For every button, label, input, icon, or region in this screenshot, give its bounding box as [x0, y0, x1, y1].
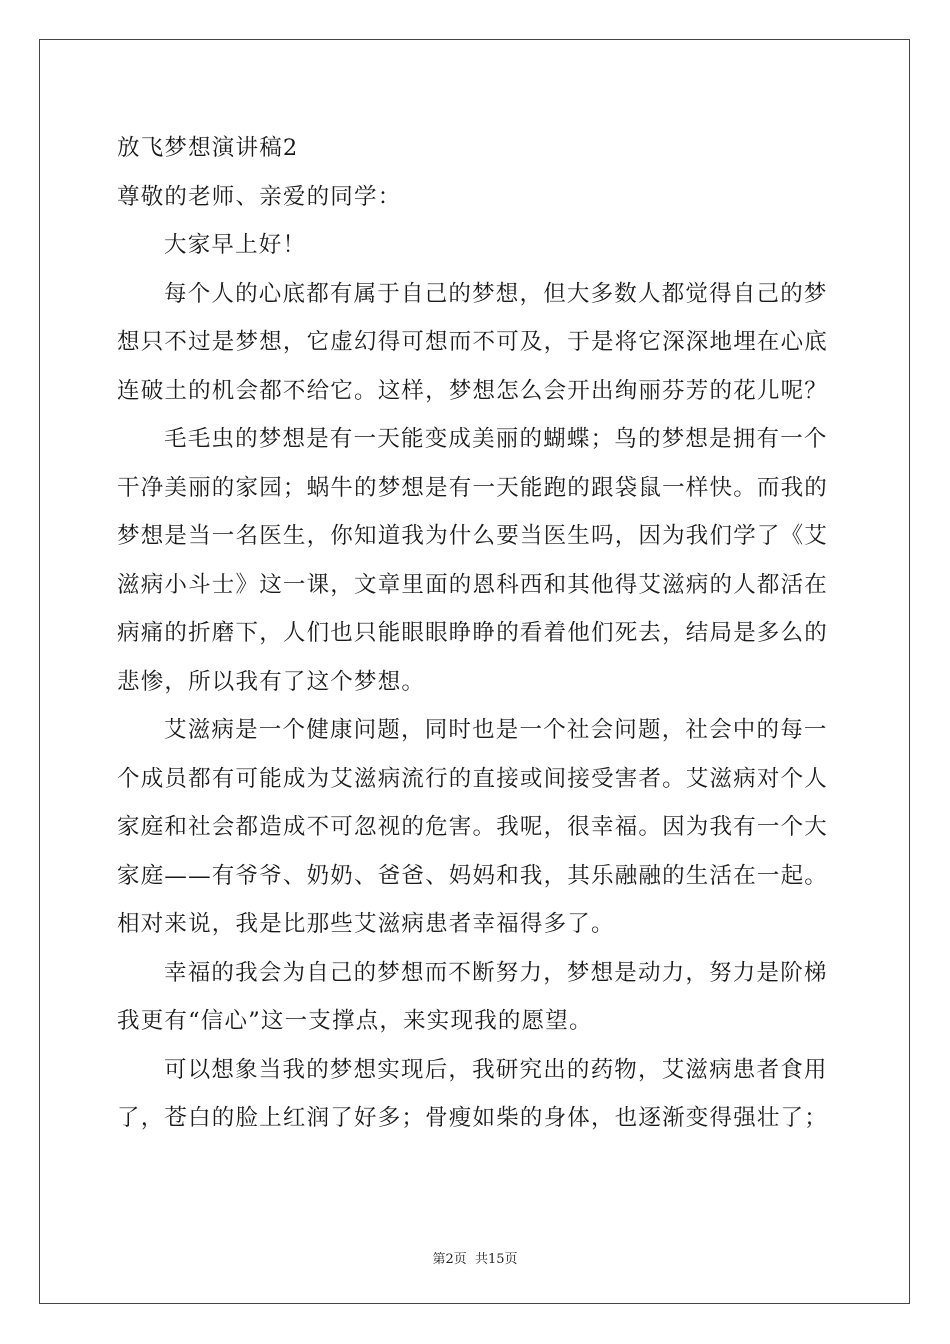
text-line: 悲惨，所以我有了这个梦想。	[117, 668, 426, 695]
text-line: 连破土的机会都不给它。这样，梦想怎么会开出绚丽芬芳的花儿呢？	[117, 377, 829, 404]
text-line: 个成员都有可能成为艾滋病流行的直接或间接受害者。艾滋病对个人	[117, 765, 829, 792]
text-line: 可以想象当我的梦想实现后，我研究出的药物，艾滋病患者食用	[164, 1056, 828, 1083]
text-line: 艾滋病是一个健康问题，同时也是一个社会问题，社会中的每一	[164, 717, 828, 743]
page-number: 第2页	[432, 1252, 467, 1267]
text-line: 病痛的折磨下，人们也只能眼眼睁睁的看着他们死去，结局是多么的	[117, 620, 829, 646]
text-line: 家庭和社会都造成不可忽视的危害。我呢，很幸福。因为我有一个大	[117, 814, 829, 840]
text-line: 了，苍白的脸上红润了好多；骨瘦如柴的身体，也逐渐变得强壮了；	[117, 1105, 829, 1131]
page-total: 共15页	[474, 1252, 518, 1267]
text-line: 滋病小斗士》这一课，文章里面的恩科西和其他得艾滋病的人都活在	[117, 571, 829, 598]
text-line: 幸福的我会为自己的梦想而不断努力，梦想是动力，努力是阶梯	[164, 959, 828, 986]
text-line: 每个人的心底都有属于自己的梦想，但大多数人都觉得自己的梦	[164, 280, 828, 307]
text-line: 毛毛虫的梦想是有一天能变成美丽的蝴蝶；鸟的梦想是拥有一个	[164, 426, 828, 452]
text-line: 梦想是当一名医生，你知道我为什么要当医生吗，因为我们学了《艾	[117, 523, 829, 549]
text-line: 大家早上好！	[164, 232, 307, 258]
text-line: 家庭——有爷爷、奶奶、爸爸、妈妈和我，其乐融融的生活在一起。	[117, 862, 829, 889]
paragraph-lines	[117, 221, 837, 1143]
document-body	[117, 124, 837, 1143]
text-line: 干净美丽的家园；蜗牛的梦想是有一天能跑的跟袋鼠一样快。而我的	[117, 474, 829, 501]
document-title: 放飞梦想演讲稿2	[117, 135, 299, 161]
text-line: 我更有“信心”这一支撑点，来实现我的愿望。	[117, 1008, 593, 1034]
page-footer	[0, 1248, 950, 1267]
text-line: 相对来说，我是比那些艾滋病患者幸福得多了。	[117, 911, 615, 937]
text-line: 想只不过是梦想，它虚幻得可想而不可及，于是将它深深地埋在心底	[117, 329, 829, 355]
salutation: 尊敬的老师、亲爱的同学：	[117, 183, 402, 210]
